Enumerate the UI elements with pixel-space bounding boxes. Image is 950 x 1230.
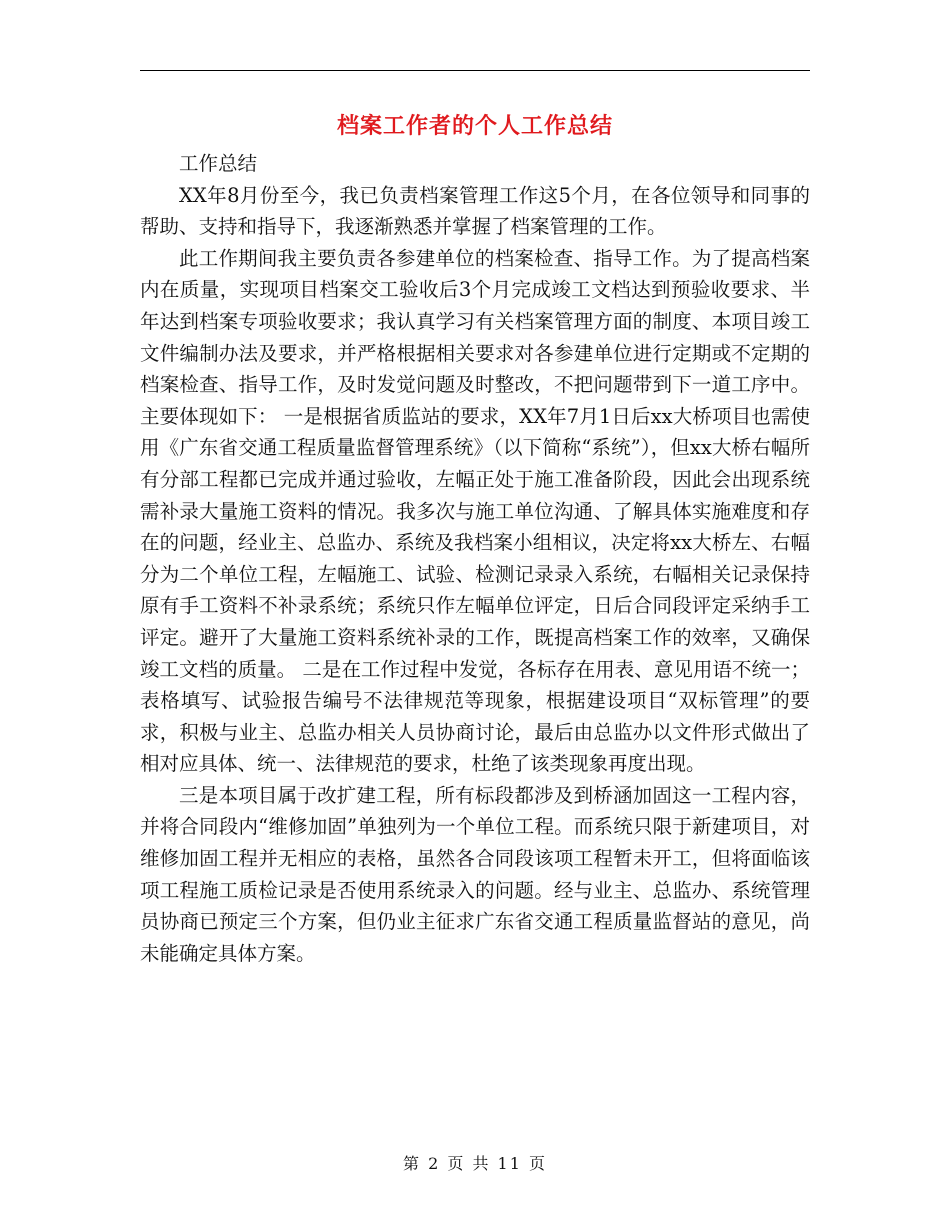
- paragraph: 三是本项目属于改扩建工程，所有标段都涉及到桥涵加固这一工程内容，并将合同段内“维修加固”单独列为一个单位工程。而系统只限于新建项目，对维修加固工程并无相应的表格，虽然各合同段该项工程暂未开工，但将面临该项工程施工质检记录是否使用系统录入的问题。经与业主、总监办、系统管理员协商已预定三个方案，但仍业主征求广东省交通工程质量监督站的意见，尚未能确定具体方案。: [140, 783, 810, 965]
- header-rule: [140, 70, 810, 71]
- paragraph: XX年8月份至今，我已负责档案管理工作这5个月，在各位领导和同事的帮助、支持和指导下，我逐渐熟悉并掌握了档案管理的工作。: [140, 183, 810, 239]
- page-footer: [140, 1152, 810, 1176]
- page-number: 第 2 页 共 11 页: [403, 1154, 547, 1173]
- paragraph-heading: 工作总结: [179, 152, 258, 175]
- document-body: [140, 148, 810, 969]
- paragraph: 此工作期间我主要负责各参建单位的档案检查、指导工作。为了提高档案内在质量，实现项目档案交工验收后3个月完成竣工文档达到预验收要求、半年达到档案专项验收要求；我认真学习有关档案管理方面的制度、本项目竣工文件编制办法及要求，并严格根据相关要求对各参建单位进行定期或不定期的档案检查、指导工作，及时发觉问题及时整改，不把问题带到下一道工序中。主要体现如下： 一是根据省质监站的要求，XX年7月1日后xx大桥项目也需使用《广东省交通工程质量监督管理系统》（以下简称“系统”），但xx大桥右幅所有分部工程都已完成并通过验收，左幅正处于施工准备阶段，因此会出现系统需补录大量施工资料的情况。我多次与施工单位沟通、了解具体实施难度和存在的问题，经业主、总监办、系统及我档案小组相议，决定将xx大桥左、右幅分为二个单位工程，左幅施工、试验、检测记录录入系统，右幅相关记录保持原有手工资料不补录系统；系统只作左幅单位评定，日后合同段评定采纳手工评定。避开了大量施工资料系统补录的工作，既提高档案工作的效率，又确保竣工文档的质量。 二是在工作过程中发觉，各标存在用表、意见用语不统一；表格填写、试验报告编号不法律规范等现象，根据建设项目“双标管理”的要求，积极与业主、总监办相关人员协商讨论，最后由总监办以文件形式做出了相对应具体、统一、法律规范的要求，杜绝了该类现象再度出现。: [140, 246, 810, 776]
- document-title: 档案工作者的个人工作总结: [336, 113, 613, 139]
